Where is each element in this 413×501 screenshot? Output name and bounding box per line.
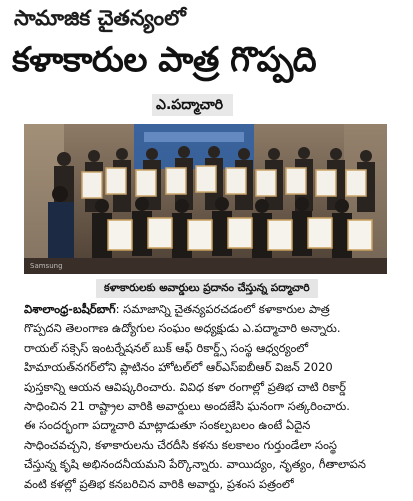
byline: ఎ.పద్మాచారి [152, 94, 233, 116]
article-body [24, 300, 394, 494]
article-line-8: సాధించవచ్చని, కళాకారులను చేరదీసి కళను కలకాలం గుర్తుండేలా సంస్థ [24, 437, 337, 452]
article-line-9: చేస్తున్న కృషి అభినందనీయమని పేర్కొన్నారు. వాయిద్యం, నృత్యం, గీతాలాపన [24, 457, 366, 472]
article-line-3: రాయల్ సక్సెస్ ఇంటర్నేషనల్ బుక్ ఆఫ్ రికార్డ్స్ సంస్థ ఆధ్వర్యంలో [24, 340, 309, 355]
photo-caption: కళాకారులకు అవార్డులు ప్రదానం చేస్తున్న పద్మాచారి [96, 279, 318, 298]
photo-watermark: Samsung [30, 262, 63, 270]
main-headline: కళాకారుల పాత్ర గొప్పది [12, 40, 317, 80]
dateline: విశాలాంధ్ర-బషీర్‌బాగ్ [24, 302, 116, 316]
article-line-7: ఈ సందర్భంగా పద్మాచారి మాట్లాడుతూ సంకల్పబలం ఉంటే ఏదైన [24, 418, 311, 433]
article-line-4: హిమాయత్‌నగర్‌లోని ప్లాటినం హోటల్‌లో ఆర్‌ఎస్‌ఐబీఆర్ విజన్ 2020 [24, 360, 333, 375]
kicker-headline: సామాజిక చైతన్యంలో [14, 6, 186, 30]
article-line-1-text: : సమాజాన్ని చైతన్యపరచడంలో కళాకారుల పాత్ర [115, 302, 330, 316]
article-line-6: సాధించిన 21 రాష్ట్రాల వారికి అవార్డులు అందజేసి ఘనంగా సత్కరించారు. [24, 399, 350, 414]
article-line-1 [24, 300, 394, 319]
award-ceremony-photo [24, 124, 387, 274]
news-photo [24, 124, 387, 274]
article-line-2: గొప్పదని తెలంగాణ ఉద్యోగుల సంఘం అధ్యక్షుడు ఎ.పద్మాచారి అన్నారు. [24, 321, 341, 336]
article-line-5: పుస్తకాన్ని ఆయన ఆవిష్కరించారు. వివిధ కళా రంగాల్లో ప్రతిభ చాటి రికార్డ్ [24, 379, 346, 394]
article-line-10: వంటి కళల్లో ప్రతిభ కనబరిచిన వారికి అవార్డు, ప్రశంస పత్రంలో [24, 476, 294, 491]
